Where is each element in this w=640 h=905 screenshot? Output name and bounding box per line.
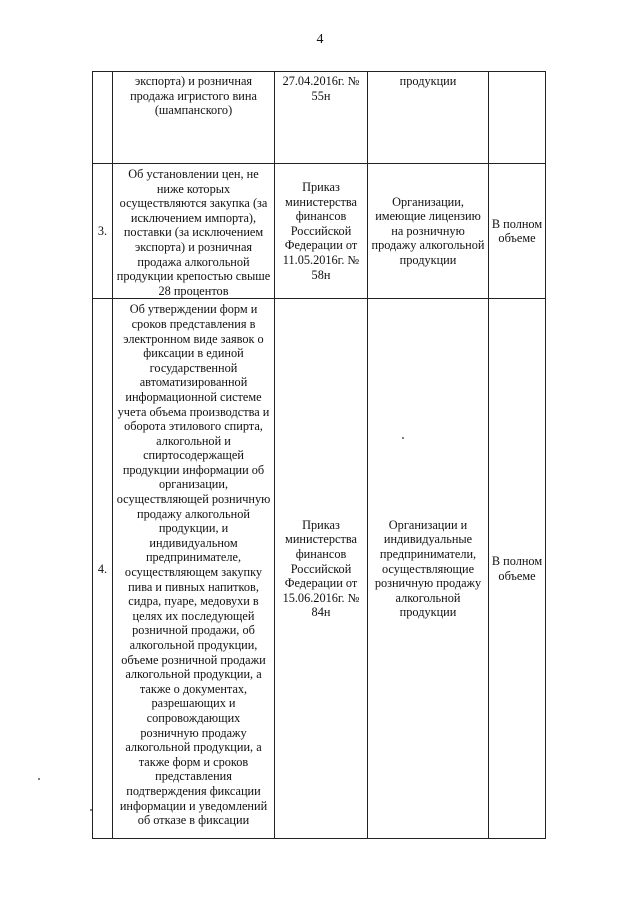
row-number-cell: 4. — [93, 299, 113, 839]
scope-cell: В полном объеме — [489, 164, 546, 299]
row-number-cell: 3. — [93, 164, 113, 299]
document-reference-cell: 27.04.2016г. № 55н — [275, 72, 368, 164]
document-table — [92, 71, 546, 839]
scan-speck — [38, 778, 40, 780]
scan-speck — [90, 809, 92, 811]
applicable-entities-cell: Организации, имеющие лицензию на розничную продажу алкогольной продукции — [368, 164, 489, 299]
applicable-entities-cell: Организации и индивидуальные предприниматели, осуществляющие розничную продажу алкогольной продукции — [368, 299, 489, 839]
applicable-entities-cell: продукции — [368, 72, 489, 164]
table-row — [93, 299, 546, 839]
document-name-cell: Об утверждении форм и сроков представления в электронном виде заявок о фиксации в единой государственной автоматизированной информационной системе учета объема производства и оборота этилового спирта, алкогольной и спиртосодержащей продукции информации об организации, осуществляющей розничную продажу алкогольной продукции, и индивидуальном предпринимателе, осуществляющем закупку пива и пивных напитков, сидра, пуаре, медовухи в целях их последующей розничной продажи, об алкогольной продукции, объеме розничной продажи алкогольной продукции, а также о документах, разрешающих и сопровождающих розничную продажу алкогольной продукции, а также форм и сроков представления подтверждения фиксации информации и уведомлений об отказе в фиксации — [113, 299, 275, 839]
scope-cell: В полном объеме — [489, 299, 546, 839]
scope-cell — [489, 72, 546, 164]
page-number: 4 — [316, 32, 324, 47]
row-number-cell — [93, 72, 113, 164]
document-reference-cell: Приказ министерства финансов Российской Федерации от 11.05.2016г. № 58н — [275, 164, 368, 299]
document-name-cell: Об установлении цен, не ниже которых осуществляются закупка (за исключением импорта), поставки (за исключением экспорта) и розничная продажа алкогольной продукции крепостью свыше 28 процентов — [113, 164, 275, 299]
document-name-cell: экспорта) и розничная продажа игристого вина (шампанского) — [113, 72, 275, 164]
scan-speck — [402, 437, 404, 439]
table-row — [93, 72, 546, 164]
table-row — [93, 164, 546, 299]
document-reference-cell: Приказ министерства финансов Российской Федерации от 15.06.2016г. № 84н — [275, 299, 368, 839]
